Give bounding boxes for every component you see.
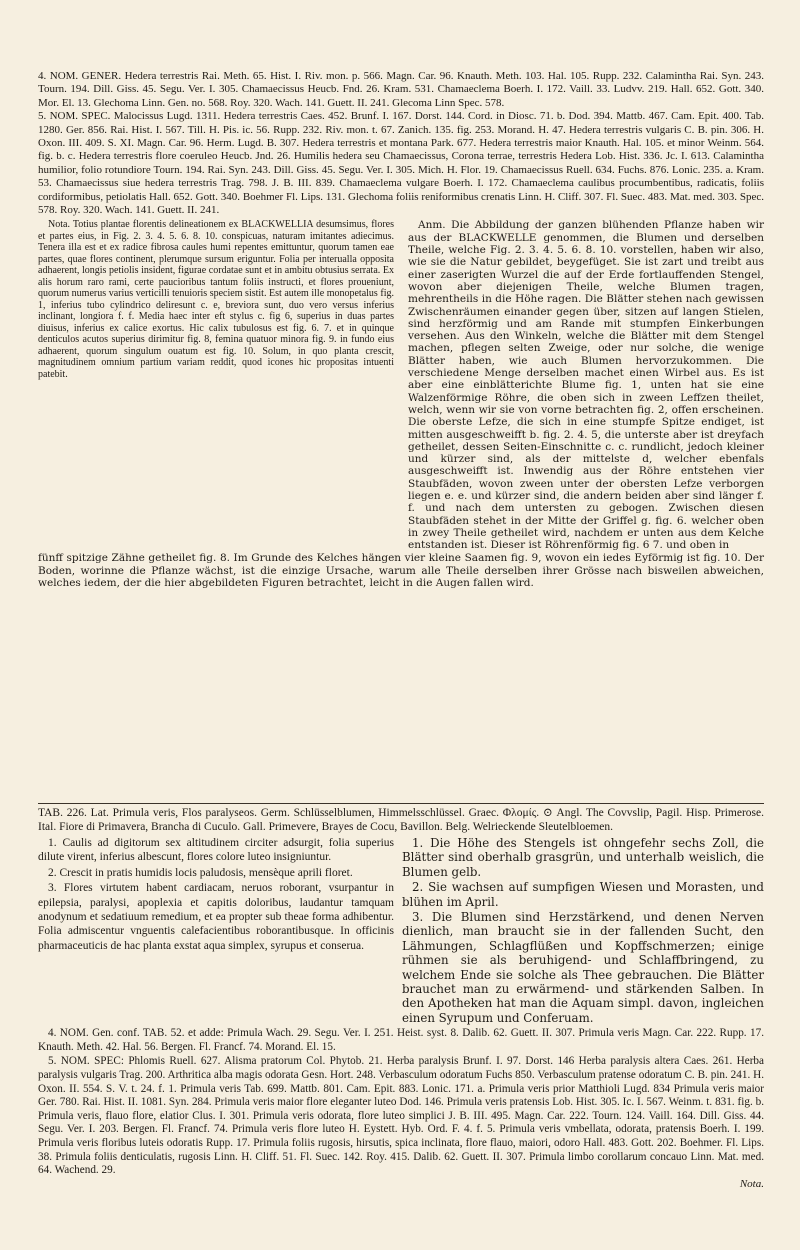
section-primula	[38, 806, 764, 1190]
latin-note-column	[38, 219, 394, 551]
catchword: Nota.	[739, 1177, 764, 1190]
latin-description-column	[38, 836, 394, 1026]
section-ground-ivy	[38, 70, 764, 589]
latin-item-3: 3. Flores virtutem habent cardiacam, neruos roborant, vsurpantur in epilepsia, paralysi, apoplexia et capitis doloribus, laudantur tamquam anodynum et sedatiuum remedium, et ea propter sub theae forma adhibentur. Folia admiscentur vnguentis calefacientibus roborantibusque. In officinis pharmaceuticis de hac planta exstat aqua simplex, syrupus et conserua.	[38, 882, 394, 952]
plate-heading: TAB. 226. Lat. Primula veris, Flos paralyseos. Germ. Schlüsselblumen, Himmelsschlüssel. Graec. Φλομίς. ⊙ Angl. The Covvslip, Pagil. Hisp. Primerose. Ital. Fiore di Primavera, Brancha di Cuculo. Gall. Primevere, Brayes de Cocu, Bavillon. Belg. Welrieckende Sleutelbloemen.	[38, 807, 764, 833]
german-item-2: 2. Sie wachsen auf sumpfigen Wiesen und Morasten, und blühen im April.	[402, 880, 764, 909]
latin-item-2: 2. Crescit in pratis humidis locis paludosis, mensèque aprili floret.	[48, 866, 353, 879]
german-item-1: 1. Die Höhe des Stengels ist ohngefehr sechs Zoll, die Blätter sind oberhalb grasgrün, und unterhalb weislich, die Blumen gelb.	[402, 836, 764, 879]
latin-note-text: Nota. Totius plantae florentis delineationem ex BLACKWELLIA desumsimus, flores et partes eius, in Fig. 2. 3. 4. 5. 6. 8. 10. conspicuas, naturam imitantes adiecimus. Tenera illa est et ex radice fibrosa caules humi repentes emittuntur, quorum tamen eae partes, quae flores continent, plerumque sursum eriguntur. Folia per interualla opposita adhaerent, longis petiolis insident, figurae cordatae sunt et in ambitu obtusius serrata. Ex alis horum raro rami, certe paucioribus tantum foliis instructi, et flores proueniunt, quorum numerus varius verticilli tenuioris speciem sistit. Est autem ille monopetalus fig. 1, inferius tubo cylindrico deliresunt c. e, breviora sunt, duo vero versus inferius inclinant, longiora f. f. Media haec inter eft stylus c. fig 6, superius in duas partes diuisus, inferius ex calice exortus. Hic calix tubulosus est fig. 6. 7. et in quinque denticulos acutos superius dirimitur fig. 8, femina quatuor minora fig. 9. in fundo eius adhaerent, quorum singulum ouatum est fig. 10. Solum, in quo planta crescit, magnitudinem omnium partium variam reddit, quod icones hic propositas intuenti patebit.	[38, 219, 394, 380]
nota-columns	[38, 219, 764, 551]
generic-names-primula: 4. NOM. Gen. conf. TAB. 52. et adde: Primula Wach. 29. Segu. Ver. I. 251. Heist. syst. 8. Dalib. 62. Guett. II. 307. Primula veris Magn. Car. 222. Rupp. 17. Knauth. Meth. 42. Hal. 56. Bergen. Fl. Francf. 74. Morand. El. 15.	[38, 1027, 764, 1053]
specific-names-primula: 5. NOM. SPEC: Phlomis Ruell. 627. Alisma pratorum Col. Phytob. 21. Herba paralysis Brunf. I. 97. Dorst. 146 Herba paralysis altera Caes. 261. Herba paralysis vulgaris Trag. 200. Arthritica alba magis odorata Gesn. Hort. 248. Verbasculum odoratum Fuchs 850. Verbasculum pratense odoratum C. B. pin. 241. H. Oxon. II. 554. S. V. t. 24. f. 1. Primula veris Tab. 699. Mattb. 801. Cam. Epit. 883. Lonic. 171. a. Primula veris prior Matthioli Lugd. 834 Primula veris maior Ger. 780. Rai. Hist. II. 1081. Syn. 284. Primula veris maior flore eleganter luteo Dod. 146. Primula veris pratensis Lob. Hist. 305. Ic. I. 567. Weinm. t. 831. fig. b. Primula veris, flauo flore, elatior Clus. I. 301. Primula veris odorata, flore luteo simplici J. B. III. 495. Magn. Car. 222. Tourn. 124. Vaill. 164. Dill. Giss. 44. Segu. Ver. I. 203. Bergen. Fl. Francf. 74. Primula veris flore luteo H. Eystett. Hyb. Ord. F. 4. f. 5. Primula veris vmbellata, odorata, pratensis Boerh. I. 199. Primula veris floribus luteis odoratis Rupp. 17. Primula foliis rugosis, hirsutis, spica inclinata, flore flauo, maiori, odoro Hall. 483. Gott. 202. Boehmer. Fl. Lips. 38. Primula foliis denticulatis, rugosis Linn. H. Cliff. 51. Fl. Suec. 142. Roy. 415. Dalib. 62. Guett. II. 307. Primula limbo corollarum concauo Linn. Mat. med. 64. Wachend. 29.	[38, 1055, 764, 1177]
description-columns	[38, 836, 764, 1026]
generic-names-paragraph: 4. NOM. GENER. Hedera terrestris Rai. Meth. 65. Hist. I. Riv. mon. p. 566. Magn. Car. 96. Knauth. Meth. 103. Hal. 105. Rupp. 232. Calamintha Rai. Syn. 243. Tourn. 194. Dill. Giss. 45. Segu. Ver. I. 305. Chamaecissus Heucb. Fnd. 26. Kram. 531. Chamaeclema Boerh. I. 172. Vaill. 33. Ludvv. 219. Hall. 652. Gott. 340. Mor. El. 13. Glechoma Linn. Gen. no. 568. Roy. 320. Wach. 141. Guett. II. 241. Glecoma Linn Spec. 578.	[38, 70, 764, 109]
german-note-text: Anm. Die Abbildung der ganzen blühenden Pflanze haben wir aus der BLACKWELLE genommen, die Blumen und derselben Theile, welche Fig. 2. 3. 4. 5. 6. 8. 10. vorstellen, haben wir also, wie sie die Natur gebildet, beygefüget. Sie ist zart und treibt aus einer zaserigten Wurzel die auf der Erde fortlauffenden Stengel, wovon aber diejenigen Theile, welche Blumen tragen, mehrentheils in die Höhe ragen. Die Blätter stehen nach gewissen Zwischenräumen einander gegen über, sitzen auf langen Stielen, sind herzförmig und am Rande mit stumpfen Einkerbungen versehen. Aus den Winkeln, welche die Blätter mit dem Stengel machen, pflegen selten Zweige, oder nur solche, die wenige Blätter haben, wie auch Blumen hervorzukommen. Die verschiedene Menge derselben machet einen Wirbel aus. Es ist aber eine einblätterichte Blume fig. 1, unten hat sie eine Walzenförmige Röhre, die oben sich in zween Leffzen theilet, welch, wenn wir sie von vorne betrachten fig. 2, offen erscheinen. Die oberste Lefze, die sich in eine stumpfe Spitze endiget, ist mitten ausgeschweifft b. fig. 2. 4. 5, die unterste aber ist dreyfach getheilet, dessen Seiten-Einschnitte c. c. rundlicht, jedoch kleiner und kürzer sind, als der mittelste d, welcher ebenfals ausgeschweifft ist. Inwendig aus der Röhre entstehen vier Staubfäden, wovon zween unter der obersten Lefze verborgen liegen e. e. und kürzer sind, die andern beiden aber sind länger f. f. und nach dem untersten zu gebogen. Zwischen diesen Staubfäden stehet in der Mitte der Griffel g. fig. 6. welcher oben in zwey Theile getheilet wird, nachdem er unten aus dem Kelche entstanden ist. Dieser ist Röhrenförmig fig. 6 7. und oben in	[408, 219, 764, 552]
german-note-column	[408, 219, 764, 551]
german-description-column	[402, 836, 764, 1026]
german-item-3: 3. Die Blumen sind Herzstärkend, und denen Nerven dienlich, man braucht sie in der fallenden Sucht, den Lähmungen, Schlagflüßen und Kopffschmerzen; einige rühmen sie als beruhigend- und Schlaffbringend, zu welchem Ende sie solche als Thee gebrauchen. Die Blätter brauchet man zu erwärmend- und stärkenden Salben. In den Apotheken hat man die Aquam simpl. davon, ingleichen einen Syrupum und Conferuam.	[402, 910, 764, 1025]
specific-names-paragraph: 5. NOM. SPEC. Malocissus Lugd. 1311. Hedera terrestris Caes. 452. Brunf. I. 167. Dorst. 144. Cord. in Diosc. 71. b. Dod. 394. Mattb. 467. Cam. Epit. 400. Tab. 1280. Ger. 856. Rai. Hist. I. 567. Till. H. Pis. ic. 56. Rupp. 232. Riv. mon. t. 67. Zanich. 135. fig. 253. Morand. H. 47. Hedera terrestris vulgaris C. B. pin. 306. H. Oxon. III. 409. S. XI. Magn. Car. 96. Herm. Lugd. B. 307. Hedera terrestris et montana Park. 677. Hedera terrestris maior Knauth. Hal. 105. et minor Weinm. 564. fig. b. c. Hedera terrestris flore coeruleo Heucb. Jnd. 26. Humilis hedera seu Chamaecissus, Corona terrae, terrestris Hedera Lob. Hist. 336. Jc. I. 613. Calamintha humilior, folio rotundiore Tourn. 194. Rai. Syn. 243. Dill. Giss. 45. Segu. Ver. I. 305. Mich. H. Flor. 19. Chamaecissus Ruell. 634. Fuchs. 876. Lonic. 235. a. Kram. 53. Chamaecissus siue hedera terrestris Trag. 798. J. B. III. 839. Chamaeclema vulgare Boerh. I. 172. Chamaeclema caulibus procumbentibus, radicatis, foliis cordiformibus, petiolatis Hall. 652. Gott. 340. Boehmer Fl. Lips. 131. Glechoma foliis reniformibus crenatis Linn. H. Cliff. 307. Fl. Suec. 483. Mat. med. 303. Spec. 578. Roy. 320. Wach. 141. Guett. II. 241.	[38, 110, 764, 217]
section-divider	[38, 803, 764, 804]
latin-item-1: 1. Caulis ad digitorum sex altitudinem circiter adsurgit, folia superius dilute virent, inferius albescunt, flores colore luteo insigniuntur.	[38, 837, 394, 864]
german-note-continuation: fünff spitzige Zähne getheilet fig. 8. Im Grunde des Kelches hängen vier kleine Saamen fig. 9, wovon ein iedes Eyförmig ist fig. 10. Der Boden, worinne die Pflanze wächst, ist die einzige Ursache, warum alle Theile derselben ihrer Grösse nach bisweilen abweichen, welches iedem, der die hier abgebildeten Figuren betrachtet, leicht in die Augen fallen wird.	[38, 552, 764, 590]
